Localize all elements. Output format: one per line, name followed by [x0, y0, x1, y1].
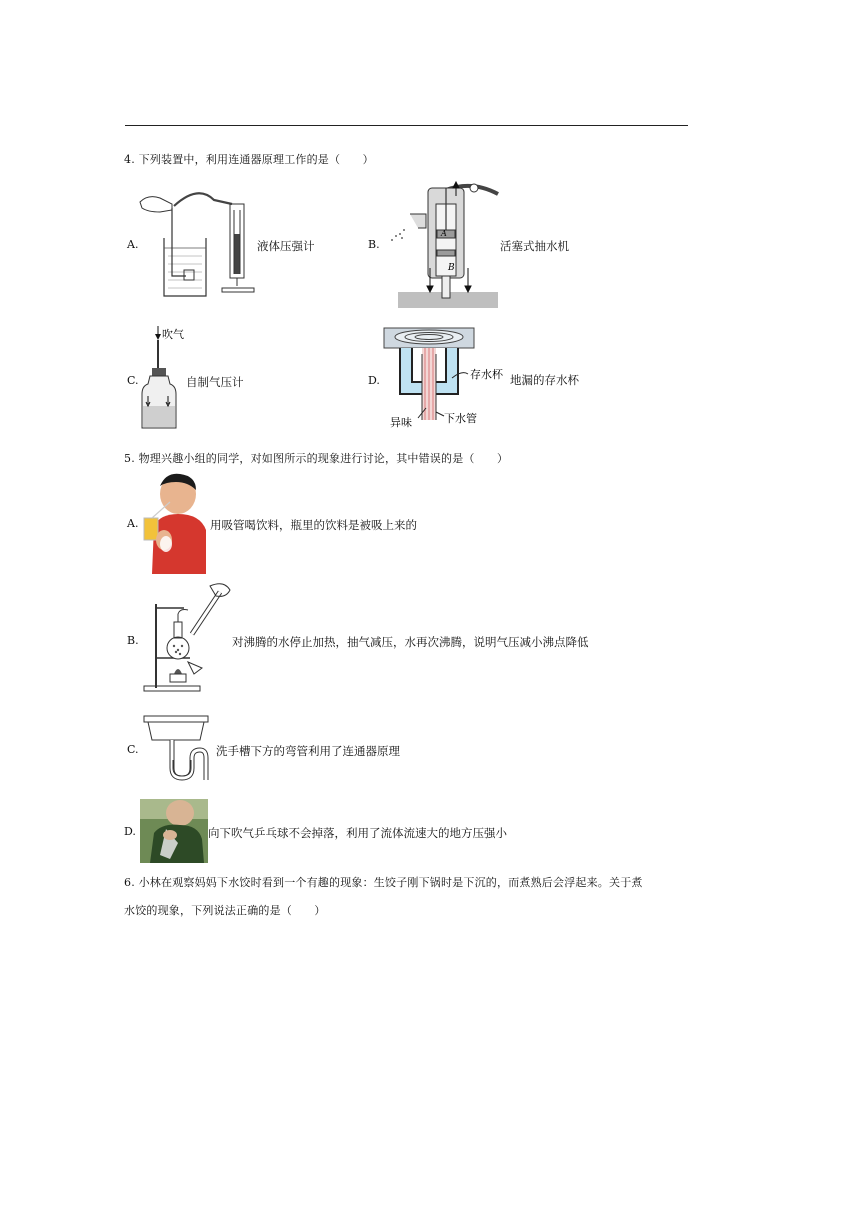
- option-4b-letter: B.: [368, 238, 380, 251]
- option-4d-caption: 地漏的存水杯: [510, 373, 579, 387]
- question-4-stem: 4. 下列装置中，利用连通器原理工作的是（ ）: [124, 153, 374, 166]
- piston-label-a: A: [441, 229, 447, 238]
- option-4a-caption: 液体压强计: [257, 239, 315, 253]
- floor-drain-figure: [382, 326, 522, 432]
- header-rule: [125, 125, 688, 126]
- valve-label-b: B: [448, 263, 455, 273]
- option-4c-letter: C.: [127, 374, 139, 387]
- option-5c-text: 洗手槽下方的弯管利用了连通器原理: [216, 744, 400, 758]
- ping-pong-blowing-photo: [140, 799, 208, 863]
- option-4a-letter: A.: [127, 238, 139, 251]
- drain-pipe-label: 下水管: [444, 412, 477, 425]
- piston-pump-figure: [382, 178, 502, 310]
- homemade-barometer-figure: [140, 324, 188, 434]
- option-5c-letter: C.: [127, 743, 139, 756]
- boiling-flask-figure: [140, 584, 232, 694]
- sink-trap-figure: [144, 712, 214, 782]
- option-4c-caption: 自制气压计: [186, 375, 244, 389]
- option-5d-text: 向下吹气乒乓球不会掉落，利用了流体流速大的地方压强小: [208, 826, 507, 840]
- question-6-line2: 水饺的现象，下列说法正确的是（ ）: [124, 904, 326, 917]
- option-5a-letter: A.: [127, 517, 139, 530]
- option-5d-letter: D.: [124, 825, 136, 838]
- blow-label: 吹气: [162, 328, 184, 341]
- option-4d-letter: D.: [368, 374, 380, 387]
- option-5b-text: 对沸腾的水停止加热，抽气减压，水再次沸腾，说明气压减小沸点降低: [232, 635, 589, 649]
- question-5-stem: 5. 物理兴趣小组的同学，对如图所示的现象进行讨论，其中错误的是（ ）: [124, 452, 509, 465]
- water-cup-label: 存水杯: [470, 368, 503, 381]
- boy-drinking-photo: [140, 470, 208, 574]
- option-4b-caption: 活塞式抽水机: [500, 239, 569, 253]
- question-6-line1: 6. 小林在观察妈妈下水饺时看到一个有趣的现象：生饺子刚下锅时是下沉的，而煮熟后会浮起来。关于煮: [124, 876, 643, 889]
- option-5b-letter: B.: [127, 634, 139, 647]
- odor-label: 异味: [390, 416, 412, 429]
- liquid-pressure-gauge-figure: [138, 190, 258, 300]
- option-5a-text: 用吸管喝饮料，瓶里的饮料是被吸上来的: [210, 518, 417, 532]
